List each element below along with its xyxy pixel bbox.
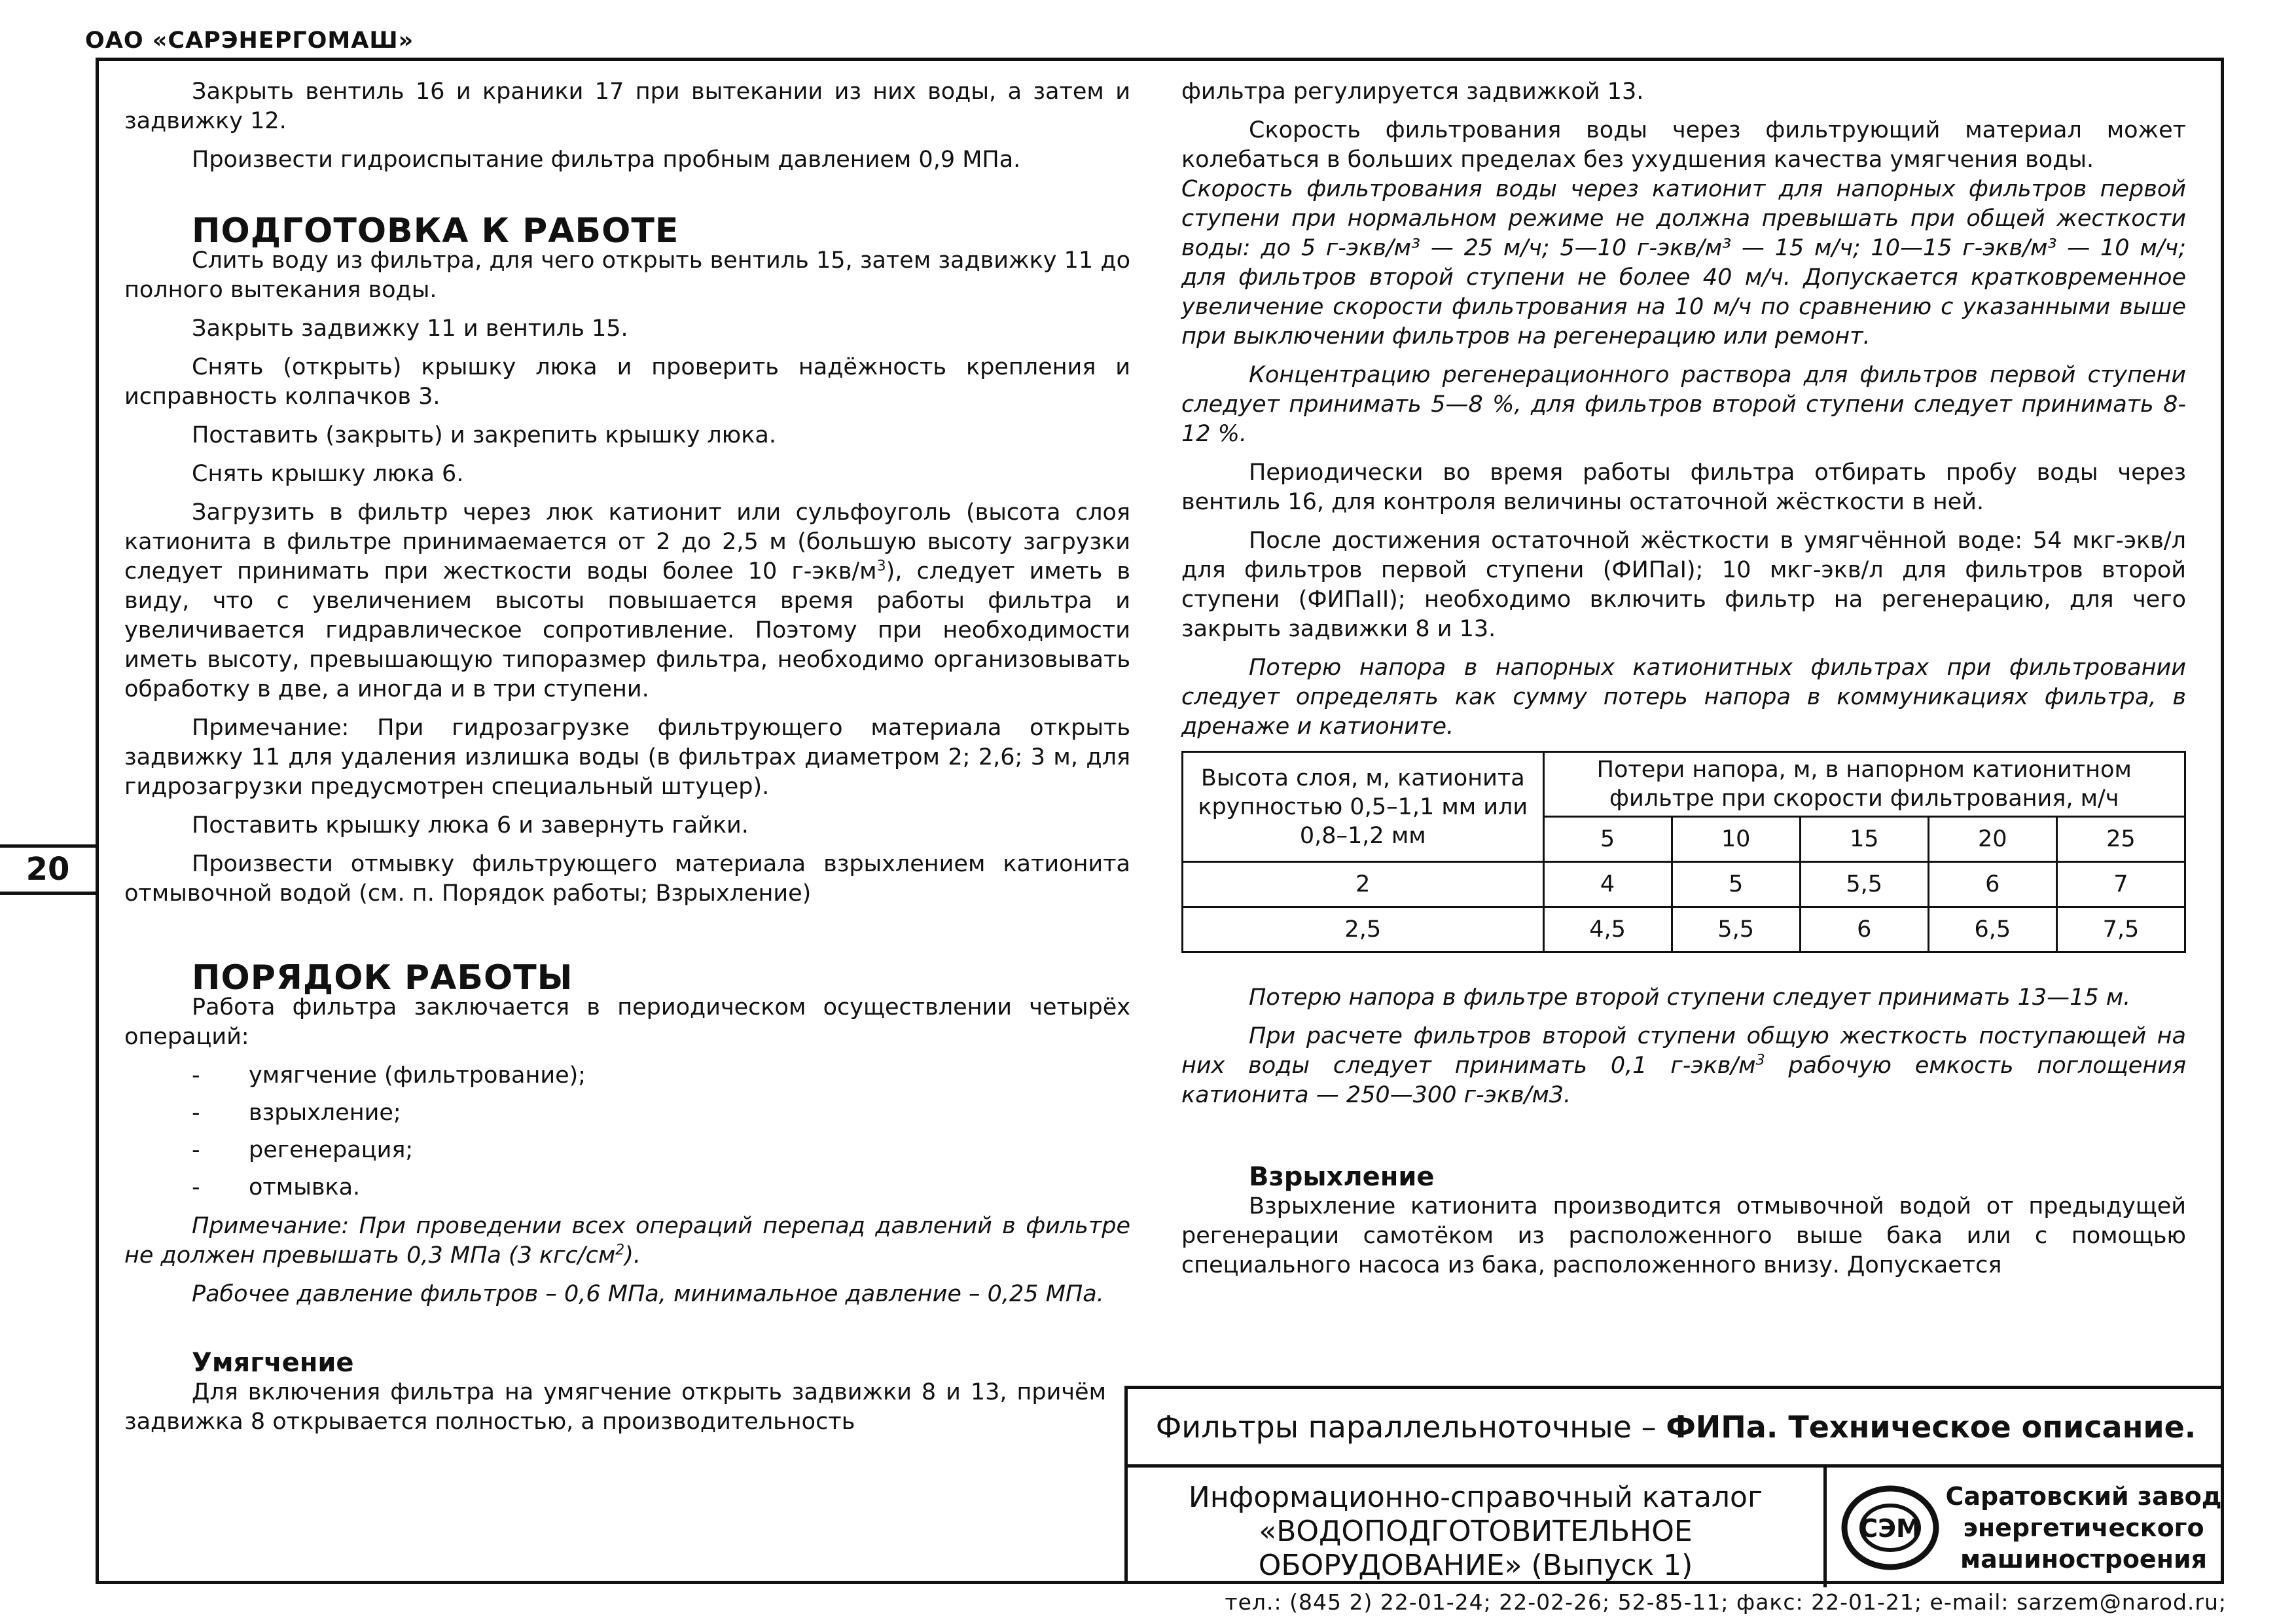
list-item-text: регенерация; xyxy=(249,1137,414,1163)
list-item xyxy=(124,1136,1130,1165)
paragraph: Закрыть задвижку 11 и вентиль 15. xyxy=(192,316,628,342)
subsection-heading-loosening: Взрыхление xyxy=(1249,1162,1435,1192)
paragraph: Снять крышку люка 6. xyxy=(192,461,464,487)
catalog-line: «ВОДОПОДГОТОВИТЕЛЬНОЕ xyxy=(1259,1515,1693,1548)
page-number: 20 xyxy=(26,851,70,888)
company-logo-icon xyxy=(1838,1477,1943,1578)
page-number-rule-bottom xyxy=(0,892,96,895)
paragraph-loading xyxy=(124,498,1130,704)
table-header-speed: 15 xyxy=(1800,817,1928,862)
organization-name xyxy=(1945,1481,2223,1575)
list-item xyxy=(124,1173,1130,1202)
table-cell: 6 xyxy=(1928,862,2056,907)
table-cell: 2,5 xyxy=(1183,907,1544,952)
paragraph: Взрыхление катионита производится отмывочной водой от предыдущей регенерации самотёком из расположенного выше бака или с помощью специального насоса из бака, расположенного внизу. Допускается xyxy=(1181,1193,2186,1278)
list-dash: - xyxy=(192,1137,200,1163)
section-heading-operation: ПОРЯДОК РАБОТЫ xyxy=(192,958,573,998)
table-header-layer-height: Высота слоя, м, катионита крупностью 0,5–1,1 мм или 0,8–1,2 мм xyxy=(1183,752,1544,862)
paragraph: Рабочее давление фильтров – 0,6 МПа, минимальное давление – 0,25 МПа. xyxy=(192,1281,1104,1307)
left-column xyxy=(124,77,1130,1446)
list-dash: - xyxy=(192,1062,200,1089)
note-paragraph: Примечание: При гидрозагрузке фильтрующего материала открыть задвижку 11 для удаления излишка воды (в фильтрах диаметром 2; 2,6; 3 м, для гидрозагрузки предусмотрен специальный штуцер). xyxy=(124,715,1130,800)
catalog-name xyxy=(1128,1468,1827,1587)
table-header-speed: 25 xyxy=(2056,817,2185,862)
list-item-text: взрыхление; xyxy=(249,1100,401,1126)
operations-list xyxy=(124,1061,1130,1202)
list-item-text: умягчение (фильтрование); xyxy=(249,1062,586,1089)
head-loss-table xyxy=(1181,751,2186,953)
right-column xyxy=(1181,77,2186,1290)
table-header-losses: Потери напора, м, в напорном катионитном фильтре при скорости фильтрования, м/ч xyxy=(1543,752,2185,817)
title-block xyxy=(1124,1386,2224,1584)
paragraph: Слить воду из фильтра, для чего открыть вентиль 15, затем задвижку 11 до полного вытекания воды. xyxy=(124,247,1130,303)
table-cell: 5 xyxy=(1672,862,1800,907)
superscript: 2 xyxy=(615,1242,625,1259)
paragraph-text: При расчете фильтров второй ступени общую жесткость поступающей на них воды следует принимать 0,1 г-экв/м xyxy=(1181,1023,2186,1079)
table-cell: 4,5 xyxy=(1543,907,1672,952)
paragraph: Закрыть вентиль 16 и краники 17 при вытекании из них воды, а затем и задвижку 12. xyxy=(124,79,1130,134)
paragraph-text: Загрузить в фильтр через люк катионит или сульфоуголь (высота слоя катионита в фильтре принимаемается от 2 до 2,5 м (большую высоту загрузки следует принимать при жесткости воды более 10 г-экв/м xyxy=(124,499,1130,585)
paragraph-text: ), следует иметь в виду, что с увеличением высоты повышается время работы фильтра и увеличивается гидравлическое сопротивление. Поэтому при необходимости иметь высоту, превышающую типоразмер фильтра, необходимо организовывать обработку в две, а иногда и в три ступени. xyxy=(124,558,1131,702)
table-header-speed: 10 xyxy=(1672,817,1800,862)
table-cell: 5,5 xyxy=(1672,907,1800,952)
logo-text: СЭМ xyxy=(1859,1514,1921,1543)
organization-line: Саратовский завод xyxy=(1945,1482,2222,1511)
footer-contacts: тел.: (845 2) 22-01-24; 22-02-26; 52-85-11; факс: 22-01-21; e-mail: sarzem@narod.ru; xyxy=(1225,1589,2227,1615)
table-cell: 6,5 xyxy=(1928,907,2056,952)
document-title-text: Фильтры параллельноточные – xyxy=(1155,1409,1666,1445)
paragraph: Произвести гидроиспытание фильтра пробным давлением 0,9 МПа. xyxy=(192,147,1021,173)
subsection-heading-softening: Умягчение xyxy=(192,1348,354,1378)
organization-line: машиностроения xyxy=(1960,1545,2207,1574)
paragraph-italic: Потерю напора в фильтре второй ступени следует принимать 13—15 м. xyxy=(1249,984,2131,1011)
note-paragraph-pressure xyxy=(124,1212,1130,1271)
company-name: ОАО «САРЭНЕРГОМАШ» xyxy=(85,27,414,54)
table-cell: 2 xyxy=(1183,862,1544,907)
list-item-text: отмывка. xyxy=(249,1174,361,1200)
document-title xyxy=(1128,1389,2224,1468)
paragraph: После достижения остаточной жёсткости в умягчённой воде: 54 мкг-экв/л для фильтров первой ступени (ФИПаI); 10 мкг-экв/л для фильтров второй ступени (ФИПаII); необходимо включить фильтр на регенерацию, для чего закрыть задвижки 8 и 13. xyxy=(1181,528,2186,642)
section-heading-preparation: ПОДГОТОВКА К РАБОТЕ xyxy=(192,211,679,251)
list-item xyxy=(124,1098,1130,1128)
paragraph-italic-capacity xyxy=(1181,1022,2186,1110)
catalog-line: ОБОРУДОВАНИЕ» (Выпуск 1) xyxy=(1258,1549,1693,1582)
table-cell: 5,5 xyxy=(1800,862,1928,907)
table-cell: 4 xyxy=(1543,862,1672,907)
list-dash: - xyxy=(192,1174,200,1200)
table-cell: 6 xyxy=(1800,907,1928,952)
paragraph-text: Примечание: При проведении всех операций перепад давлений в фильтре не должен превышать 0,3 МПа (3 кгс/см xyxy=(124,1213,1130,1269)
paragraph-italic: Скорость фильтрования воды через катионит для напорных фильтров первой ступени при нормальном режиме не должна превышать при общей жесткости воды: до 5 г-экв/м³ — 25 м/ч; 5—10 г-экв/м³ — 15 м/ч; 10—15 г-экв/м³ — 10 м/ч; для фильтров второй ступени не более 40 м/ч. Допускается кратковременное увеличение скорости фильтрования на 10 м/ч по сравнению с указанными выше при выключении фильтров на регенерацию или ремонт. xyxy=(1181,176,2186,350)
paragraph-text: ). xyxy=(624,1242,641,1269)
superscript: 3 xyxy=(876,558,886,575)
table-cell: 7 xyxy=(2056,862,2185,907)
paragraph: фильтра регулируется задвижкой 13. xyxy=(1181,79,1644,105)
table-cell: 7,5 xyxy=(2056,907,2185,952)
table-row xyxy=(1183,862,2185,907)
list-dash: - xyxy=(192,1100,200,1126)
paragraph: Произвести отмывку фильтрующего материала взрыхлением катионита отмывочной водой (см. п. Порядок работы; Взрыхление) xyxy=(124,851,1130,907)
paragraph: Для включения фильтра на умягчение открыть задвижки 8 и 13, причём задвижка 8 открывается полностью, а производительность xyxy=(124,1379,1106,1435)
catalog-line: Информационно-справочный каталог xyxy=(1188,1481,1763,1514)
list-item xyxy=(124,1061,1130,1091)
organization-line: энергетического xyxy=(1963,1513,2204,1542)
paragraph: Периодически во время работы фильтра отбирать пробу воды через вентиль 16, для контроля величины остаточной жёсткости в ней. xyxy=(1181,460,2186,515)
document-title-bold: ФИПа. Техническое описание. xyxy=(1666,1409,2197,1445)
paragraph-text: рабочую емкость поглощения катионита — 250—300 г-экв/м3. xyxy=(1181,1053,2187,1108)
paragraph-italic: Концентрацию регенерационного раствора для фильтров первой ступени следует принимать 5—8 %, для фильтров второй ступени следует принимать 8-12 %. xyxy=(1181,362,2186,447)
table-header-speed: 20 xyxy=(1928,817,2056,862)
table-header-speed: 5 xyxy=(1543,817,1672,862)
paragraph: Работа фильтра заключается в периодическом осуществлении четырёх операций: xyxy=(124,994,1130,1050)
table-row xyxy=(1183,907,2185,952)
paragraph: Поставить крышку люка 6 и завернуть гайки. xyxy=(192,812,749,839)
paragraph: Снять (открыть) крышку люка и проверить надёжность крепления и исправность колпачков 3. xyxy=(124,354,1130,410)
paragraph-italic: Потерю напора в напорных катионитных фильтрах при фильтровании следует определять как сумму потерь напора в коммуникациях фильтра, в дренаже и катионите. xyxy=(1181,655,2186,740)
paragraph: Поставить (закрыть) и закрепить крышку люка. xyxy=(192,422,776,448)
paragraph: Скорость фильтрования воды через фильтрующий материал может колебаться в больших пределах без ухудшения качества умягчения воды. xyxy=(1181,117,2186,173)
superscript: 3 xyxy=(1755,1052,1765,1069)
